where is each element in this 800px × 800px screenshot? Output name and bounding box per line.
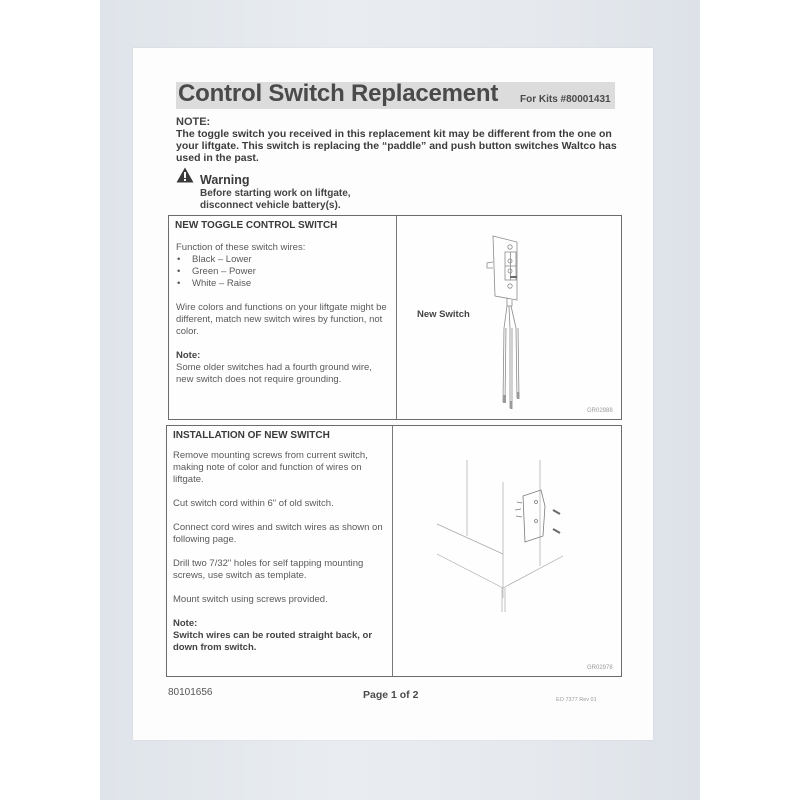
section-divider	[396, 216, 397, 419]
step-2: Cut switch cord within 6" of old switch.	[173, 498, 334, 509]
note-label: NOTE:	[176, 116, 211, 128]
warning-line: Before starting work on liftgate,	[200, 188, 351, 199]
wires-intro: Function of these switch wires:	[176, 242, 306, 253]
wire-list	[176, 254, 391, 290]
wire-paragraph: Wire colors and functions on your liftgate might be different, match new switch wires by function, not color.	[176, 302, 387, 337]
figure-code: GR02988	[587, 408, 613, 414]
toggle-switch-illustration	[479, 232, 539, 412]
wire-item: • Black – Lower	[176, 254, 391, 266]
step-5: Mount switch using screws provided.	[173, 594, 328, 605]
mounting-illustration	[427, 446, 607, 626]
section-divider	[392, 426, 393, 676]
wire-item: • Green – Power	[176, 266, 391, 278]
note-label: Note:	[173, 618, 198, 629]
revision-code: EO 7377 Rev 01	[556, 697, 597, 703]
step-3: Connect cord wires and switch wires as shown on following page.	[173, 522, 383, 545]
installation-steps	[173, 450, 388, 654]
document-title: Control Switch Replacement	[178, 80, 499, 107]
installation-section	[166, 425, 622, 677]
figure-code: GR02978	[587, 665, 613, 671]
wire-item: • White – Raise	[176, 278, 391, 290]
note-body: The toggle switch you received in this replacement kit may be different from the one on your liftgate. This switch is replacing the “paddle” and push button switches Waltco has used in the past.	[176, 128, 617, 164]
note-text: Switch wires can be routed straight back, or down from switch.	[173, 630, 373, 653]
note-text: Some older switches had a fourth ground wire, new switch does not require grounding.	[176, 362, 372, 385]
warning-line: disconnect vehicle battery(s).	[200, 200, 341, 211]
warning-body	[200, 188, 440, 212]
part-number: 80101656	[168, 687, 213, 698]
section-heading: INSTALLATION OF NEW SWITCH	[173, 430, 330, 441]
section-heading: NEW TOGGLE CONTROL SWITCH	[175, 220, 338, 231]
kit-number: For Kits #80001431	[520, 94, 611, 105]
figure-label: New Switch	[417, 309, 470, 320]
warning-title: Warning	[200, 173, 250, 187]
warning-triangle-icon	[176, 167, 194, 183]
step-1: Remove mounting screws from current switch, making note of color and function of wires on liftgate.	[173, 450, 368, 485]
step-4: Drill two 7/32" holes for self tapping mounting screws, use switch as template.	[173, 558, 364, 581]
new-switch-text	[176, 242, 391, 386]
new-switch-section	[168, 215, 622, 420]
note-label: Note:	[176, 350, 201, 361]
page-indicator: Page 1 of 2	[363, 689, 419, 701]
